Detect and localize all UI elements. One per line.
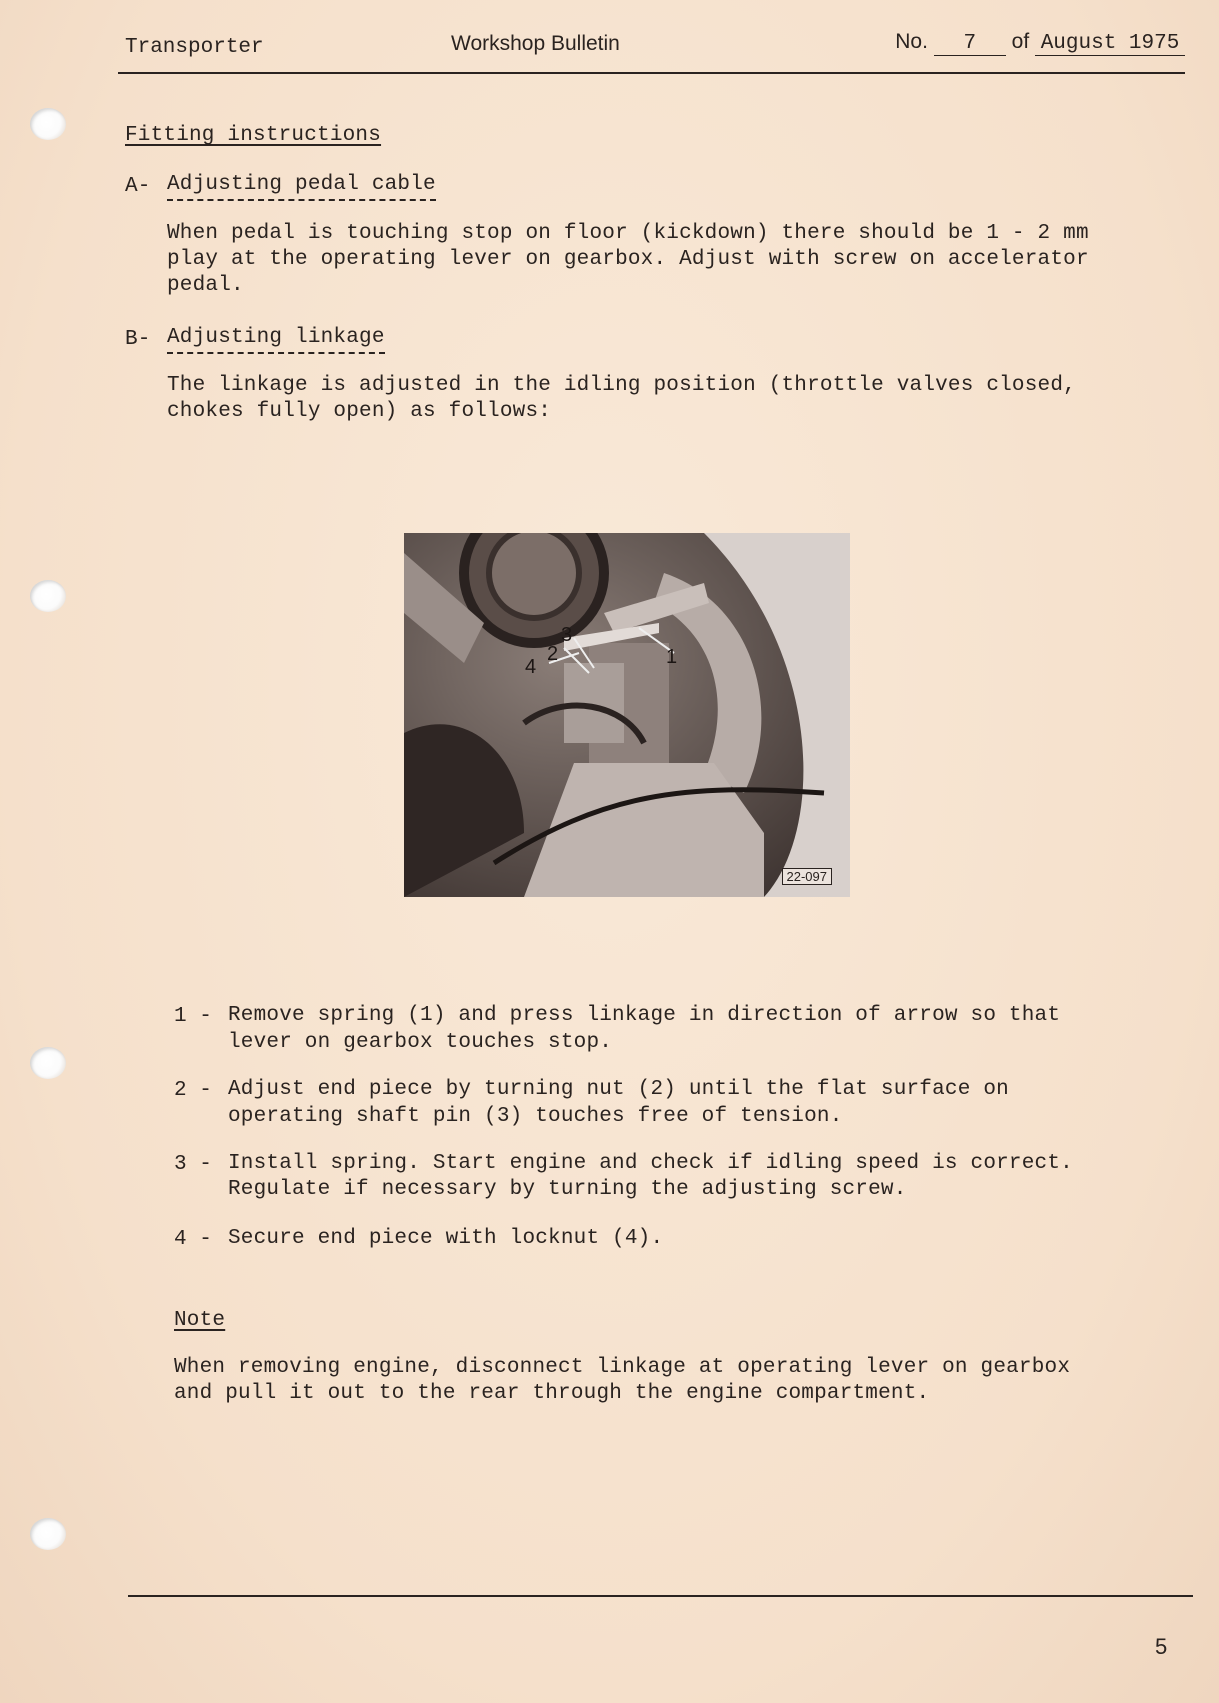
header-bulletin: Workshop Bulletin — [451, 32, 620, 55]
section-a-title: Adjusting pedal cable — [167, 172, 436, 201]
step-4-number: 4 - — [174, 1228, 212, 1251]
header-no-value: 7 — [934, 32, 1006, 56]
step-3-number: 3 - — [174, 1153, 212, 1176]
header-model: Transporter — [125, 36, 264, 59]
section-b-line-2: chokes fully open) as follows: — [167, 400, 552, 423]
section-a-line-2: play at the operating lever on gearbox. Adjust with screw on accelerator — [167, 248, 1089, 271]
page-header — [125, 30, 1185, 70]
punch-hole — [30, 1518, 66, 1550]
engine-linkage-photo — [404, 533, 850, 897]
figure-tag: 22-097 — [782, 868, 832, 885]
callout-1: 1 — [666, 646, 678, 668]
punch-hole — [30, 1047, 66, 1079]
section-b-prefix: B- — [125, 328, 151, 351]
step-4-line-1: Secure end piece with locknut (4). — [228, 1227, 664, 1250]
section-a-line-1: When pedal is touching stop on floor (kickdown) there should be 1 - 2 mm — [167, 222, 1089, 245]
header-date: August 1975 — [1035, 32, 1185, 56]
step-3-line-2: Regulate if necessary by turning the adjusting screw. — [228, 1178, 907, 1201]
step-2-line-1: Adjust end piece by turning nut (2) until the flat surface on — [228, 1078, 1009, 1101]
step-2-line-2: operating shaft pin (3) touches free of tension. — [228, 1105, 843, 1128]
punch-hole — [30, 108, 66, 140]
note-title: Note — [174, 1309, 226, 1332]
header-no-label: No. — [895, 30, 928, 53]
callout-2: 2 — [547, 643, 559, 665]
callout-4: 4 — [525, 656, 537, 678]
callout-3: 3 — [561, 624, 573, 646]
section-b-title: Adjusting linkage — [167, 325, 385, 354]
note-line-1: When removing engine, disconnect linkage at operating lever on gearbox — [174, 1356, 1071, 1379]
step-1-line-1: Remove spring (1) and press linkage in direction of arrow so that — [228, 1004, 1061, 1027]
header-rule — [118, 72, 1185, 74]
step-1-number: 1 - — [174, 1005, 212, 1028]
section-a-line-3: pedal. — [167, 274, 244, 297]
section-a-prefix: A- — [125, 175, 151, 198]
punch-hole — [30, 580, 66, 612]
note-line-2: and pull it out to the rear through the engine compartment. — [174, 1382, 930, 1405]
step-1-line-2: lever on gearbox touches stop. — [228, 1031, 613, 1054]
step-2-number: 2 - — [174, 1079, 212, 1102]
header-issue — [895, 30, 1185, 56]
step-3-line-1: Install spring. Start engine and check if idling speed is correct. — [228, 1152, 1073, 1175]
section-title: Fitting instructions — [125, 124, 382, 147]
footer-rule — [128, 1595, 1193, 1597]
section-b-line-1: The linkage is adjusted in the idling position (throttle valves closed, — [167, 374, 1076, 397]
photo-illustration — [404, 533, 850, 897]
page-number: 5 — [1155, 1634, 1168, 1659]
header-of-label: of — [1011, 30, 1030, 53]
